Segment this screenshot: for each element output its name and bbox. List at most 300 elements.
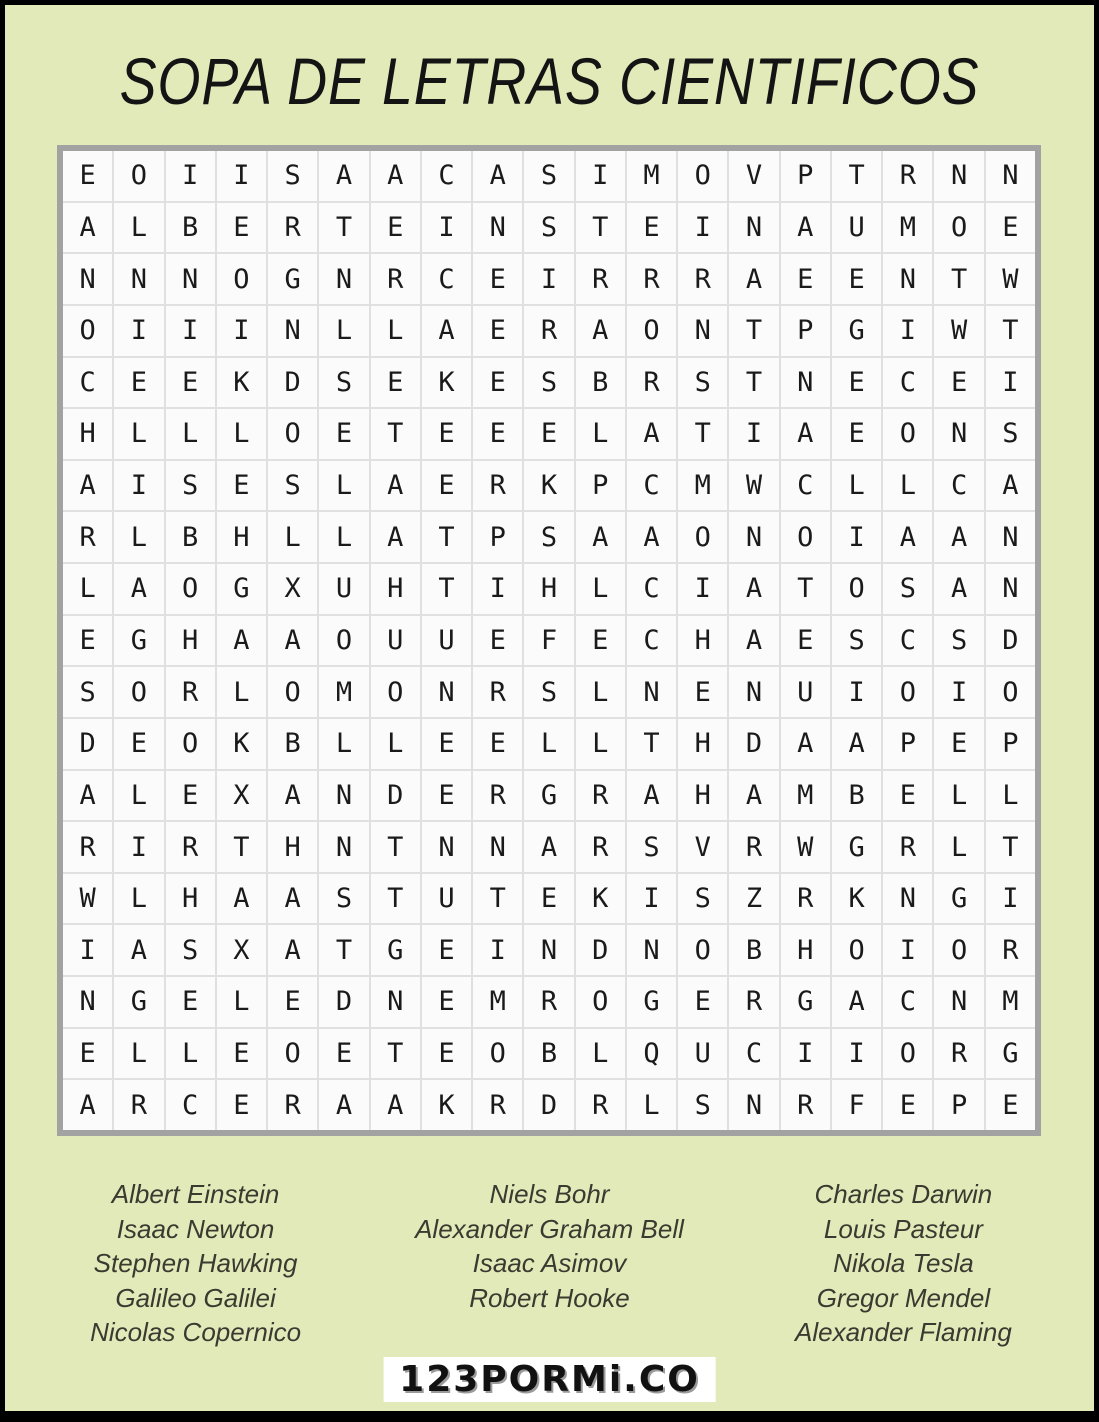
grid-cell-r10c6[interactable]: O [319,616,368,666]
grid-cell-r16c12[interactable]: N [627,925,676,975]
grid-cell-r2c13[interactable]: I [678,203,727,253]
grid-cell-r1c5[interactable]: S [268,151,317,201]
grid-cell-r3c16[interactable]: E [832,254,881,304]
grid-cell-r18c11[interactable]: L [576,1029,625,1079]
grid-cell-r16c4[interactable]: X [217,925,266,975]
grid-cell-r14c11[interactable]: R [576,822,625,872]
grid-cell-r9c12[interactable]: C [627,564,676,614]
grid-cell-r17c1[interactable]: N [63,977,112,1027]
grid-cell-r13c7[interactable]: D [371,771,420,821]
grid-cell-r6c6[interactable]: E [319,409,368,459]
grid-cell-r17c5[interactable]: E [268,977,317,1027]
grid-cell-r12c11[interactable]: L [576,719,625,769]
grid-cell-r19c13[interactable]: S [678,1080,727,1130]
grid-cell-r4c11[interactable]: A [576,306,625,356]
grid-cell-r12c8[interactable]: E [422,719,471,769]
grid-cell-r8c13[interactable]: O [678,512,727,562]
grid-cell-r18c8[interactable]: E [422,1029,471,1079]
grid-cell-r18c7[interactable]: T [371,1029,420,1079]
grid-cell-r15c5[interactable]: A [268,874,317,924]
grid-cell-r6c2[interactable]: L [114,409,163,459]
grid-cell-r15c2[interactable]: L [114,874,163,924]
grid-cell-r13c3[interactable]: E [166,771,215,821]
grid-cell-r6c8[interactable]: E [422,409,471,459]
grid-cell-r1c4[interactable]: I [217,151,266,201]
grid-cell-r16c6[interactable]: T [319,925,368,975]
grid-cell-r17c17[interactable]: C [883,977,932,1027]
grid-cell-r11c17[interactable]: O [883,667,932,717]
grid-cell-r18c5[interactable]: O [268,1029,317,1079]
grid-cell-r1c19[interactable]: N [986,151,1035,201]
grid-cell-r16c3[interactable]: S [166,925,215,975]
grid-cell-r19c12[interactable]: L [627,1080,676,1130]
grid-cell-r2c15[interactable]: A [781,203,830,253]
grid-cell-r8c2[interactable]: L [114,512,163,562]
grid-cell-r9c8[interactable]: T [422,564,471,614]
grid-cell-r7c1[interactable]: A [63,461,112,511]
grid-cell-r5c19[interactable]: I [986,358,1035,408]
grid-cell-r17c8[interactable]: E [422,977,471,1027]
grid-cell-r14c7[interactable]: T [371,822,420,872]
grid-cell-r7c13[interactable]: M [678,461,727,511]
grid-cell-r6c9[interactable]: E [473,409,522,459]
grid-cell-r17c4[interactable]: L [217,977,266,1027]
grid-cell-r5c14[interactable]: T [729,358,778,408]
grid-cell-r16c10[interactable]: N [524,925,573,975]
grid-cell-r19c17[interactable]: E [883,1080,932,1130]
grid-cell-r11c12[interactable]: N [627,667,676,717]
grid-cell-r15c8[interactable]: U [422,874,471,924]
grid-cell-r11c8[interactable]: N [422,667,471,717]
grid-cell-r5c12[interactable]: R [627,358,676,408]
grid-cell-r5c16[interactable]: E [832,358,881,408]
grid-cell-r16c19[interactable]: R [986,925,1035,975]
grid-cell-r9c5[interactable]: X [268,564,317,614]
grid-cell-r4c18[interactable]: W [934,306,983,356]
grid-cell-r19c10[interactable]: D [524,1080,573,1130]
grid-cell-r9c1[interactable]: L [63,564,112,614]
grid-cell-r1c18[interactable]: N [934,151,983,201]
grid-cell-r1c13[interactable]: O [678,151,727,201]
grid-cell-r3c1[interactable]: N [63,254,112,304]
grid-cell-r3c18[interactable]: T [934,254,983,304]
grid-cell-r6c1[interactable]: H [63,409,112,459]
grid-cell-r8c19[interactable]: N [986,512,1035,562]
grid-cell-r9c17[interactable]: S [883,564,932,614]
grid-cell-r12c5[interactable]: B [268,719,317,769]
grid-cell-r7c7[interactable]: A [371,461,420,511]
grid-cell-r3c19[interactable]: W [986,254,1035,304]
grid-cell-r5c1[interactable]: C [63,358,112,408]
grid-cell-r10c19[interactable]: D [986,616,1035,666]
grid-cell-r2c6[interactable]: T [319,203,368,253]
grid-cell-r12c15[interactable]: A [781,719,830,769]
grid-cell-r16c2[interactable]: A [114,925,163,975]
grid-cell-r14c9[interactable]: N [473,822,522,872]
grid-cell-r2c16[interactable]: U [832,203,881,253]
grid-cell-r7c11[interactable]: P [576,461,625,511]
grid-cell-r16c9[interactable]: I [473,925,522,975]
grid-cell-r15c4[interactable]: A [217,874,266,924]
grid-cell-r15c7[interactable]: T [371,874,420,924]
grid-cell-r4c12[interactable]: O [627,306,676,356]
grid-cell-r12c1[interactable]: D [63,719,112,769]
grid-cell-r17c6[interactable]: D [319,977,368,1027]
grid-cell-r4c2[interactable]: I [114,306,163,356]
grid-cell-r18c1[interactable]: E [63,1029,112,1079]
grid-cell-r7c4[interactable]: E [217,461,266,511]
grid-cell-r5c13[interactable]: S [678,358,727,408]
grid-cell-r15c19[interactable]: I [986,874,1035,924]
grid-cell-r8c14[interactable]: N [729,512,778,562]
grid-cell-r19c7[interactable]: A [371,1080,420,1130]
grid-cell-r7c5[interactable]: S [268,461,317,511]
grid-cell-r11c3[interactable]: R [166,667,215,717]
grid-cell-r18c3[interactable]: L [166,1029,215,1079]
grid-cell-r5c9[interactable]: E [473,358,522,408]
grid-cell-r1c17[interactable]: R [883,151,932,201]
grid-cell-r10c4[interactable]: A [217,616,266,666]
grid-cell-r6c16[interactable]: E [832,409,881,459]
grid-cell-r10c13[interactable]: H [678,616,727,666]
grid-cell-r5c4[interactable]: K [217,358,266,408]
grid-cell-r14c3[interactable]: R [166,822,215,872]
grid-cell-r18c19[interactable]: G [986,1029,1035,1079]
grid-cell-r17c13[interactable]: E [678,977,727,1027]
grid-cell-r1c2[interactable]: O [114,151,163,201]
grid-cell-r13c11[interactable]: R [576,771,625,821]
grid-cell-r8c9[interactable]: P [473,512,522,562]
grid-cell-r17c19[interactable]: M [986,977,1035,1027]
grid-cell-r13c14[interactable]: A [729,771,778,821]
grid-cell-r3c12[interactable]: R [627,254,676,304]
grid-cell-r2c8[interactable]: I [422,203,471,253]
grid-cell-r6c14[interactable]: I [729,409,778,459]
grid-cell-r11c4[interactable]: L [217,667,266,717]
grid-cell-r9c4[interactable]: G [217,564,266,614]
grid-cell-r9c7[interactable]: H [371,564,420,614]
grid-cell-r15c6[interactable]: S [319,874,368,924]
grid-cell-r19c1[interactable]: A [63,1080,112,1130]
grid-cell-r6c19[interactable]: S [986,409,1035,459]
grid-cell-r18c14[interactable]: C [729,1029,778,1079]
grid-cell-r15c12[interactable]: I [627,874,676,924]
grid-cell-r10c15[interactable]: E [781,616,830,666]
grid-cell-r3c5[interactable]: G [268,254,317,304]
grid-cell-r16c8[interactable]: E [422,925,471,975]
grid-cell-r11c19[interactable]: O [986,667,1035,717]
grid-cell-r14c12[interactable]: S [627,822,676,872]
grid-cell-r2c19[interactable]: E [986,203,1035,253]
grid-cell-r8c8[interactable]: T [422,512,471,562]
grid-cell-r16c11[interactable]: D [576,925,625,975]
grid-cell-r9c11[interactable]: L [576,564,625,614]
grid-cell-r10c11[interactable]: E [576,616,625,666]
grid-cell-r18c9[interactable]: O [473,1029,522,1079]
grid-cell-r19c18[interactable]: P [934,1080,983,1130]
grid-cell-r7c12[interactable]: C [627,461,676,511]
grid-cell-r13c12[interactable]: A [627,771,676,821]
grid-cell-r18c6[interactable]: E [319,1029,368,1079]
grid-cell-r2c1[interactable]: A [63,203,112,253]
grid-cell-r5c2[interactable]: E [114,358,163,408]
grid-cell-r12c10[interactable]: L [524,719,573,769]
grid-cell-r18c10[interactable]: B [524,1029,573,1079]
grid-cell-r7c14[interactable]: W [729,461,778,511]
grid-cell-r4c16[interactable]: G [832,306,881,356]
grid-cell-r13c19[interactable]: L [986,771,1035,821]
grid-cell-r13c6[interactable]: N [319,771,368,821]
grid-cell-r15c11[interactable]: K [576,874,625,924]
grid-cell-r11c14[interactable]: N [729,667,778,717]
grid-cell-r2c4[interactable]: E [217,203,266,253]
grid-cell-r10c5[interactable]: A [268,616,317,666]
grid-cell-r2c3[interactable]: B [166,203,215,253]
grid-cell-r17c18[interactable]: N [934,977,983,1027]
grid-cell-r5c15[interactable]: N [781,358,830,408]
grid-cell-r19c8[interactable]: K [422,1080,471,1130]
grid-cell-r19c9[interactable]: R [473,1080,522,1130]
grid-cell-r17c15[interactable]: G [781,977,830,1027]
grid-cell-r3c9[interactable]: E [473,254,522,304]
grid-cell-r18c17[interactable]: O [883,1029,932,1079]
grid-cell-r5c5[interactable]: D [268,358,317,408]
grid-cell-r17c14[interactable]: R [729,977,778,1027]
grid-cell-r16c7[interactable]: G [371,925,420,975]
grid-cell-r3c15[interactable]: E [781,254,830,304]
grid-cell-r13c4[interactable]: X [217,771,266,821]
grid-cell-r13c9[interactable]: R [473,771,522,821]
grid-cell-r17c11[interactable]: O [576,977,625,1027]
grid-cell-r15c14[interactable]: Z [729,874,778,924]
grid-cell-r1c10[interactable]: S [524,151,573,201]
grid-cell-r16c15[interactable]: H [781,925,830,975]
grid-cell-r11c6[interactable]: M [319,667,368,717]
grid-cell-r1c6[interactable]: A [319,151,368,201]
grid-cell-r10c14[interactable]: A [729,616,778,666]
grid-cell-r14c1[interactable]: R [63,822,112,872]
grid-cell-r8c4[interactable]: H [217,512,266,562]
grid-cell-r16c18[interactable]: O [934,925,983,975]
grid-cell-r4c13[interactable]: N [678,306,727,356]
grid-cell-r14c8[interactable]: N [422,822,471,872]
grid-cell-r7c8[interactable]: E [422,461,471,511]
grid-cell-r18c18[interactable]: R [934,1029,983,1079]
grid-cell-r4c15[interactable]: P [781,306,830,356]
grid-cell-r8c11[interactable]: A [576,512,625,562]
grid-cell-r7c3[interactable]: S [166,461,215,511]
grid-cell-r9c13[interactable]: I [678,564,727,614]
grid-cell-r17c9[interactable]: M [473,977,522,1027]
grid-cell-r14c5[interactable]: H [268,822,317,872]
grid-cell-r16c14[interactable]: B [729,925,778,975]
grid-cell-r8c16[interactable]: I [832,512,881,562]
grid-cell-r6c11[interactable]: L [576,409,625,459]
grid-cell-r6c18[interactable]: N [934,409,983,459]
grid-cell-r19c14[interactable]: N [729,1080,778,1130]
grid-cell-r10c2[interactable]: G [114,616,163,666]
grid-cell-r11c2[interactable]: O [114,667,163,717]
grid-cell-r5c7[interactable]: E [371,358,420,408]
grid-cell-r17c7[interactable]: N [371,977,420,1027]
grid-cell-r8c7[interactable]: A [371,512,420,562]
grid-cell-r18c16[interactable]: I [832,1029,881,1079]
grid-cell-r1c8[interactable]: C [422,151,471,201]
grid-cell-r9c15[interactable]: T [781,564,830,614]
grid-cell-r9c3[interactable]: O [166,564,215,614]
grid-cell-r6c3[interactable]: L [166,409,215,459]
grid-cell-r1c14[interactable]: V [729,151,778,201]
grid-cell-r2c9[interactable]: N [473,203,522,253]
grid-cell-r13c15[interactable]: M [781,771,830,821]
grid-cell-r4c5[interactable]: N [268,306,317,356]
grid-cell-r2c7[interactable]: E [371,203,420,253]
grid-cell-r19c6[interactable]: A [319,1080,368,1130]
grid-cell-r14c4[interactable]: T [217,822,266,872]
grid-cell-r2c11[interactable]: T [576,203,625,253]
grid-cell-r12c14[interactable]: D [729,719,778,769]
grid-cell-r19c11[interactable]: R [576,1080,625,1130]
grid-cell-r12c4[interactable]: K [217,719,266,769]
grid-cell-r13c10[interactable]: G [524,771,573,821]
grid-cell-r4c14[interactable]: T [729,306,778,356]
grid-cell-r3c3[interactable]: N [166,254,215,304]
grid-cell-r2c5[interactable]: R [268,203,317,253]
grid-cell-r3c2[interactable]: N [114,254,163,304]
grid-cell-r18c4[interactable]: E [217,1029,266,1079]
grid-cell-r14c14[interactable]: R [729,822,778,872]
grid-cell-r1c16[interactable]: T [832,151,881,201]
grid-cell-r14c10[interactable]: A [524,822,573,872]
grid-cell-r8c15[interactable]: O [781,512,830,562]
grid-cell-r15c1[interactable]: W [63,874,112,924]
grid-cell-r9c10[interactable]: H [524,564,573,614]
grid-cell-r13c13[interactable]: H [678,771,727,821]
grid-cell-r6c5[interactable]: O [268,409,317,459]
grid-cell-r7c19[interactable]: A [986,461,1035,511]
grid-cell-r4c1[interactable]: O [63,306,112,356]
grid-cell-r13c2[interactable]: L [114,771,163,821]
grid-cell-r4c19[interactable]: T [986,306,1035,356]
grid-cell-r3c7[interactable]: R [371,254,420,304]
grid-cell-r11c15[interactable]: U [781,667,830,717]
grid-cell-r8c12[interactable]: A [627,512,676,562]
grid-cell-r11c16[interactable]: I [832,667,881,717]
grid-cell-r11c9[interactable]: R [473,667,522,717]
grid-cell-r9c9[interactable]: I [473,564,522,614]
grid-cell-r12c13[interactable]: H [678,719,727,769]
grid-cell-r7c16[interactable]: L [832,461,881,511]
grid-cell-r13c17[interactable]: E [883,771,932,821]
grid-cell-r7c9[interactable]: R [473,461,522,511]
grid-cell-r16c13[interactable]: O [678,925,727,975]
grid-cell-r12c3[interactable]: O [166,719,215,769]
grid-cell-r14c17[interactable]: R [883,822,932,872]
grid-cell-r11c5[interactable]: O [268,667,317,717]
grid-cell-r13c18[interactable]: L [934,771,983,821]
grid-cell-r5c6[interactable]: S [319,358,368,408]
grid-cell-r3c13[interactable]: R [678,254,727,304]
grid-cell-r19c5[interactable]: R [268,1080,317,1130]
grid-cell-r15c3[interactable]: H [166,874,215,924]
grid-cell-r9c2[interactable]: A [114,564,163,614]
grid-cell-r5c10[interactable]: S [524,358,573,408]
grid-cell-r9c16[interactable]: O [832,564,881,614]
grid-cell-r14c19[interactable]: T [986,822,1035,872]
grid-cell-r2c2[interactable]: L [114,203,163,253]
grid-cell-r9c14[interactable]: A [729,564,778,614]
grid-cell-r12c6[interactable]: L [319,719,368,769]
grid-cell-r12c7[interactable]: L [371,719,420,769]
grid-cell-r18c13[interactable]: U [678,1029,727,1079]
grid-cell-r14c18[interactable]: L [934,822,983,872]
grid-cell-r5c11[interactable]: B [576,358,625,408]
grid-cell-r8c18[interactable]: A [934,512,983,562]
grid-cell-r7c2[interactable]: I [114,461,163,511]
grid-cell-r10c17[interactable]: C [883,616,932,666]
grid-cell-r1c9[interactable]: A [473,151,522,201]
grid-cell-r4c4[interactable]: I [217,306,266,356]
grid-cell-r10c16[interactable]: S [832,616,881,666]
grid-cell-r10c9[interactable]: E [473,616,522,666]
grid-cell-r2c10[interactable]: S [524,203,573,253]
grid-cell-r1c11[interactable]: I [576,151,625,201]
grid-cell-r11c10[interactable]: S [524,667,573,717]
grid-cell-r10c8[interactable]: U [422,616,471,666]
grid-cell-r16c17[interactable]: I [883,925,932,975]
grid-cell-r14c13[interactable]: V [678,822,727,872]
grid-cell-r4c3[interactable]: I [166,306,215,356]
grid-cell-r10c3[interactable]: H [166,616,215,666]
grid-cell-r10c10[interactable]: F [524,616,573,666]
grid-cell-r2c17[interactable]: M [883,203,932,253]
grid-cell-r19c4[interactable]: E [217,1080,266,1130]
grid-cell-r8c3[interactable]: B [166,512,215,562]
grid-cell-r1c1[interactable]: E [63,151,112,201]
grid-cell-r15c15[interactable]: R [781,874,830,924]
grid-cell-r10c1[interactable]: E [63,616,112,666]
grid-cell-r18c15[interactable]: I [781,1029,830,1079]
grid-cell-r11c11[interactable]: L [576,667,625,717]
grid-cell-r7c17[interactable]: L [883,461,932,511]
grid-cell-r10c12[interactable]: C [627,616,676,666]
grid-cell-r17c12[interactable]: G [627,977,676,1027]
grid-cell-r19c3[interactable]: C [166,1080,215,1130]
grid-cell-r2c18[interactable]: O [934,203,983,253]
grid-cell-r7c18[interactable]: C [934,461,983,511]
grid-cell-r9c18[interactable]: A [934,564,983,614]
grid-cell-r3c6[interactable]: N [319,254,368,304]
grid-cell-r17c10[interactable]: R [524,977,573,1027]
grid-cell-r9c19[interactable]: N [986,564,1035,614]
grid-cell-r19c15[interactable]: R [781,1080,830,1130]
grid-cell-r18c2[interactable]: L [114,1029,163,1079]
grid-cell-r12c12[interactable]: T [627,719,676,769]
grid-cell-r7c10[interactable]: K [524,461,573,511]
grid-cell-r1c3[interactable]: I [166,151,215,201]
grid-cell-r10c18[interactable]: S [934,616,983,666]
grid-cell-r16c1[interactable]: I [63,925,112,975]
grid-cell-r8c5[interactable]: L [268,512,317,562]
grid-cell-r10c7[interactable]: U [371,616,420,666]
grid-cell-r12c2[interactable]: E [114,719,163,769]
grid-cell-r15c10[interactable]: E [524,874,573,924]
grid-cell-r5c18[interactable]: E [934,358,983,408]
grid-cell-r4c17[interactable]: I [883,306,932,356]
grid-cell-r11c1[interactable]: S [63,667,112,717]
grid-cell-r8c6[interactable]: L [319,512,368,562]
grid-cell-r8c17[interactable]: A [883,512,932,562]
